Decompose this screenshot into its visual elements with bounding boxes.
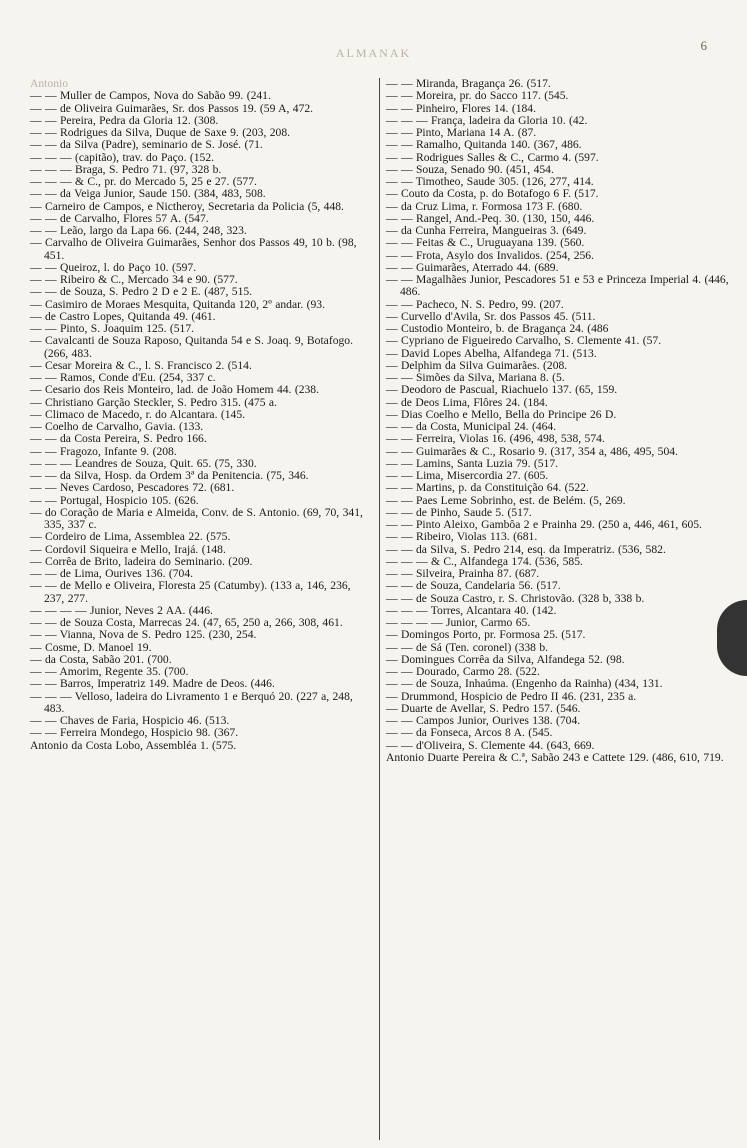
directory-entry: — Cosme, D. Manoel 19. — [30, 640, 152, 654]
directory-entry: — — Frota, Asylo dos Invalidos. (254, 256. — [386, 248, 594, 262]
directory-entry: — — Simões da Silva, Mariana 8. (5. — [386, 371, 565, 384]
directory-entry: — — Moreira, pr. do Sacco 117. (545. — [386, 89, 569, 103]
directory-entry: — — de Souza Costa, Marrecas 24. (47, 65, 250 a, 266, 308, 461. — [30, 616, 343, 629]
directory-entry: — — — Braga, S. Pedro 71. (97, 328 b. — [30, 162, 222, 176]
right-column — [380, 78, 730, 1140]
directory-entry: Antonio Duarte Pereira & C.ª, Sabão 243 e Cattete 129. (486, 610, 719. — [386, 750, 724, 764]
directory-entry: — — Ribeiro & C., Mercado 34 e 90. (577. — [30, 273, 238, 286]
directory-entry: — Christiano Garção Steckler, S. Pedro 315. (475 a. — [30, 395, 277, 409]
directory-entry: — — de Mello e Oliveira, Floresta 25 (Catumby). (133 a, 146, 236, 237, 277. — [30, 579, 351, 605]
directory-entry: — — Silveira, Prainha 87. (687. — [386, 567, 540, 580]
directory-entry: — — da Veiga Junior, Saude 150. (384, 483, 508. — [30, 187, 266, 201]
directory-entry: — — — França, ladeira da Gloria 10. (42. — [386, 113, 588, 127]
column-top-line: Antonio — [30, 77, 69, 90]
directory-entry: — Couto da Costa, p. do Botafogo 6 F. (517. — [386, 187, 599, 201]
directory-entry: — — da Silva, Hosp. da Ordem 3ª da Penitencia. (75, 346. — [30, 469, 309, 482]
directory-entry: — — — & C., pr. do Mercado 5, 25 e 27. (577. — [30, 175, 257, 188]
directory-entry: — — de Lima, Ourives 136. (704. — [30, 567, 194, 580]
directory-entry: — — Paes Leme Sobrinho, est. de Belém. (5, 269. — [386, 493, 626, 507]
directory-entry: — — de Carvalho, Flores 57 A. (547. — [30, 211, 209, 225]
directory-entry: — Duarte de Avellar, S. Pedro 157. (546. — [386, 701, 581, 715]
directory-entry: — — de Souza, S. Pedro 2 D e 2 E. (487, 515. — [30, 285, 253, 299]
directory-entry: — Cesar Moreira & C., l. S. Francisco 2. (514. — [30, 358, 252, 372]
directory-entry: — — — Velloso, ladeira do Livramento 1 e Berquó 20. (227 a, 248, 483. — [30, 689, 353, 715]
directory-entry: — — Pinto, S. Joaquim 125. (517. — [30, 322, 195, 335]
directory-entry: — — Vianna, Nova de S. Pedro 125. (230, 254. — [30, 628, 257, 642]
directory-entry: — — Timotheo, Saude 305. (126, 277, 414. — [386, 175, 594, 188]
directory-entry: — — de Souza, Inhaúma. (Engenho da Rainha) (434, 131. — [386, 677, 663, 691]
directory-entry: — de Deos Lima, Flôres 24. (184. — [386, 395, 548, 409]
directory-entry: — — da Costa Pereira, S. Pedro 166. — [30, 432, 207, 446]
directory-entry: — — Guimarães & C., Rosario 9. (317, 354 a, 486, 495, 504. — [386, 444, 678, 458]
directory-entry: — Coelho de Carvalho, Gavia. (133. — [30, 420, 204, 433]
directory-entry: — — Pinto Aleixo, Gambôa 2 e Prainha 29. (250 a, 446, 461, 605. — [386, 518, 702, 531]
directory-entry: — — — — Junior, Carmo 65. — [386, 616, 531, 629]
page-number: 6 — [700, 38, 707, 53]
directory-entry: — Cesario dos Reis Monteiro, lad. de João Homem 44. (238. — [30, 383, 320, 397]
directory-entry: — — da Costa, Municipal 24. (464. — [386, 420, 557, 433]
page-header: ALMANAK — [335, 46, 412, 60]
directory-entry: — Domingues Corrêa da Silva, Alfandega 52. (98. — [386, 652, 625, 666]
directory-entry: — Cypriano de Figueiredo Carvalho, S. Clemente 41. (57. — [386, 334, 662, 348]
directory-entry: — — — (capitão), trav. do Paço. (152. — [30, 150, 215, 164]
directory-entry: — Carvalho de Oliveira Guimarães, Senhor dos Passos 49, 10 b. (98, 451. — [30, 236, 357, 262]
directory-entry: — — Ramalho, Quitanda 140. (367, 486. — [386, 138, 582, 152]
directory-entry: — Drummond, Hospicio de Pedro II 46. (231, 235 a. — [386, 689, 637, 703]
directory-entry: — da Cruz Lima, r. Formosa 173 F. (680. — [386, 199, 583, 213]
directory-entry: — — Guimarães, Aterrado 44. (689. — [386, 260, 559, 274]
directory-entry: — — da Fonseca, Arcos 8 A. (545. — [386, 726, 553, 740]
directory-entry: — Cordovil Siqueira e Mello, Irajá. (148. — [30, 542, 226, 556]
directory-entry: — Delphim da Silva Guimarães. (208. — [386, 358, 568, 372]
directory-entry: — — de Souza Castro, r. S. Christovão. (328 b, 338 b. — [386, 591, 645, 605]
directory-entry: — — Ramos, Conde d'Eu. (254, 337 c. — [30, 371, 216, 384]
directory-entry: — — Ribeiro, Violas 113. (681. — [386, 530, 538, 544]
directory-entry: — — Pinheiro, Flores 14. (184. — [386, 101, 536, 115]
directory-entry: — David Lopes Abelha, Alfandega 71. (513. — [386, 346, 597, 360]
directory-entry: — — Queiroz, l. do Paço 10. (597. — [30, 260, 197, 274]
directory-entry: — — Ferreira Mondego, Hospicio 98. (367. — [30, 726, 239, 740]
directory-entry: — — Neves Cardoso, Pescadores 72. (681. — [30, 481, 235, 495]
directory-entry: Antonio da Costa Lobo, Assembléa 1. (575. — [30, 738, 237, 752]
directory-entry: — — Rodrigues Salles & C., Carmo 4. (597. — [386, 150, 599, 164]
directory-entry: — — Souza, Senado 90. (451, 454. — [386, 162, 554, 176]
directory-entry: — do Coração de Maria e Almeida, Conv. de S. Antonio. (69, 70, 341, 335, 337 c. — [30, 505, 363, 531]
directory-entry: — — Chaves de Faria, Hospicio 46. (513. — [30, 714, 230, 727]
directory-entry: — — Magalhães Junior, Pescadores 51 e 53 e Princeza Imperial 4. (446, 486. — [386, 273, 729, 299]
directory-entry: — — de Souza, Candelaria 56. (517. — [386, 579, 561, 593]
directory-entry: — — da Silva, S. Pedro 214, esq. da Imperatriz. (536, 582. — [386, 542, 666, 556]
directory-entry: — Curvello d'Avila, Sr. dos Passos 45. (511. — [386, 309, 596, 323]
directory-entry: — de Castro Lopes, Quitanda 49. (461. — [30, 309, 216, 323]
directory-entry: — — Fragozo, Infante 9. (208. — [30, 444, 177, 458]
directory-entry: — Dias Coelho e Mello, Bella do Principe 26 D. — [386, 407, 617, 421]
directory-entry: — Deodoro de Pascual, Riachuelo 137. (65, 159. — [386, 383, 618, 397]
directory-columns — [30, 78, 730, 1140]
left-column — [30, 78, 380, 1140]
directory-entry: — — Ferreira, Violas 16. (496, 498, 538, 574. — [386, 432, 605, 446]
directory-entry: — — Pereira, Pedra da Gloria 12. (308. — [30, 113, 219, 127]
directory-entry: — — Feitas & C., Uruguayana 139. (560. — [386, 236, 585, 250]
directory-entry: — Cavalcanti de Souza Raposo, Quitanda 54 e S. Joaq. 9, Botafogo. (266, 483. — [30, 334, 353, 360]
directory-entry: — — de Sá (Ten. coronel) (338 b. — [386, 640, 549, 654]
directory-entry: — Casimiro de Moraes Mesquita, Quitanda 120, 2º andar. (93. — [30, 297, 325, 311]
directory-entry: — — Lamins, Santa Luzia 79. (517. — [386, 456, 559, 470]
directory-entry: — — Amorim, Regente 35. (700. — [30, 665, 189, 678]
directory-entry: — — de Oliveira Guimarães, Sr. dos Passos 19. (59 A, 472. — [30, 101, 314, 115]
directory-entry: — — Barros, Imperatriz 149. Madre de Deos. (446. — [30, 677, 275, 691]
directory-entry: — Custodio Monteiro, b. de Bragança 24. (486 — [386, 322, 609, 335]
directory-entry: — — Rodrigues da Silva, Duque de Saxe 9. (203, 208. — [30, 126, 291, 139]
directory-entry: — — — & C., Alfandega 174. (536, 585. — [386, 554, 583, 568]
directory-entry: — da Cunha Ferreira, Mangueiras 3. (649. — [386, 224, 587, 237]
directory-entry: — Corrêa de Brito, ladeira do Seminario. (209. — [30, 554, 253, 568]
directory-entry: — — — Leandres de Souza, Quit. 65. (75, 330. — [30, 456, 257, 470]
directory-entry: — — Portugal, Hospicio 105. (626. — [30, 493, 199, 507]
directory-entry: — — — — Junior, Neves 2 AA. (446. — [30, 603, 213, 617]
directory-entry: — da Costa, Sabão 201. (700. — [30, 652, 172, 666]
directory-entry: — — de Pinho, Saude 5. (517. — [386, 505, 532, 519]
directory-entry: — Climaco de Macedo, r. do Alcantara. (145. — [30, 407, 246, 421]
directory-entry: — — Pinto, Mariana 14 A. (87. — [386, 126, 537, 139]
directory-entry: — — Rangel, And.-Peq. 30. (130, 150, 446. — [386, 211, 595, 225]
directory-entry: — — Martins, p. da Constituição 64. (522. — [386, 481, 589, 495]
directory-entry: — Cordeiro de Lima, Assemblea 22. (575. — [30, 530, 231, 544]
directory-entry: — — Muller de Campos, Nova do Sabão 99. (241. — [30, 89, 271, 103]
directory-entry: — — da Silva (Padre), seminario de S. José. (71. — [30, 138, 263, 152]
directory-entry: — — Dourado, Carmo 28. (522. — [386, 665, 540, 678]
directory-entry: — Carneiro de Campos, e Nictheroy, Secretaria da Policia (5, 448. — [30, 199, 344, 213]
directory-entry: — — Leão, largo da Lapa 66. (244, 248, 323. — [30, 224, 247, 237]
directory-entry: — — Miranda, Bragança 26. (517. — [386, 77, 551, 90]
directory-entry: — — — Torres, Alcantara 40. (142. — [386, 603, 557, 617]
directory-entry: — Domingos Porto, pr. Formosa 25. (517. — [386, 628, 586, 642]
directory-entry: — — Pacheco, N. S. Pedro, 99. (207. — [386, 297, 564, 311]
directory-entry: — — Campos Junior, Ourives 138. (704. — [386, 714, 581, 727]
directory-entry: — — d'Oliveira, S. Clemente 44. (643, 669. — [386, 738, 595, 752]
directory-entry: — — Lima, Misercordia 27. (605. — [386, 469, 549, 482]
